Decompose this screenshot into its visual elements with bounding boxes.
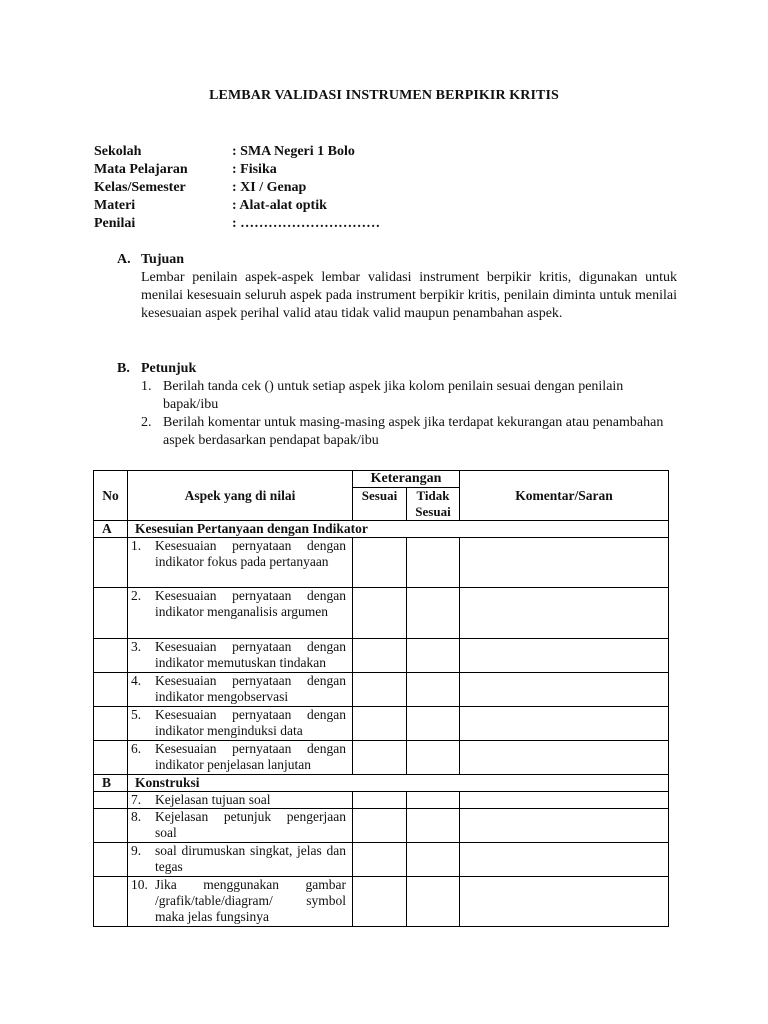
sesuai-cell[interactable] — [353, 639, 407, 673]
item-number: 10. — [131, 877, 148, 892]
info-label: Kelas/Semester — [94, 180, 186, 195]
tidak-sesuai-cell[interactable] — [407, 588, 460, 639]
komentar-cell[interactable] — [460, 843, 669, 877]
info-value: : Alat-alat optik — [232, 198, 327, 213]
info-value: : Fisika — [232, 162, 277, 177]
no-cell — [94, 741, 128, 775]
table-row — [94, 538, 669, 588]
table-row — [94, 707, 669, 741]
item-text: Kesesuaian pernyataan dengan indikator penjelasan lanjutan — [155, 741, 346, 772]
section-no: A — [94, 521, 128, 538]
item-text: Kesesuaian pernyataan dengan indikator menginduksi data — [155, 707, 346, 738]
aspek-cell — [128, 741, 353, 775]
table-row — [94, 639, 669, 673]
table-row — [94, 588, 669, 639]
item-number: 7. — [131, 792, 142, 807]
aspek-cell — [128, 639, 353, 673]
no-cell — [94, 538, 128, 588]
list-item — [117, 414, 677, 450]
komentar-cell[interactable] — [460, 673, 669, 707]
no-cell — [94, 673, 128, 707]
sesuai-cell[interactable] — [353, 792, 407, 809]
list-number: 2. — [141, 415, 152, 430]
tidak-sesuai-cell[interactable] — [407, 673, 460, 707]
header-sesuai: Sesuai — [353, 488, 407, 521]
info-row-penilai — [94, 215, 380, 233]
identity-block — [94, 143, 380, 233]
item-number: 3. — [131, 639, 142, 654]
section-petunjuk — [117, 360, 677, 450]
aspek-cell — [128, 877, 353, 927]
header-aspek: Aspek yang di nilai — [128, 471, 353, 521]
item-text: Kejelasan petunjuk pengerjaan soal — [155, 809, 346, 840]
komentar-cell[interactable] — [460, 538, 669, 588]
section-heading — [117, 251, 677, 269]
sesuai-cell[interactable] — [353, 588, 407, 639]
header-keterangan: Keterangan — [353, 471, 460, 488]
aspek-cell — [128, 792, 353, 809]
list-number: 1. — [141, 379, 152, 394]
section-heading-text: Petunjuk — [141, 361, 197, 376]
komentar-cell[interactable] — [460, 707, 669, 741]
no-cell — [94, 707, 128, 741]
tidak-sesuai-cell[interactable] — [407, 877, 460, 927]
item-number: 4. — [131, 673, 142, 688]
header-tidak-sesuai: Tidak Sesuai — [407, 488, 460, 521]
section-row-a — [94, 521, 669, 538]
sesuai-cell[interactable] — [353, 809, 407, 843]
komentar-cell[interactable] — [460, 741, 669, 775]
no-cell — [94, 843, 128, 877]
section-heading — [117, 360, 677, 378]
item-number: 8. — [131, 809, 142, 824]
table-row — [94, 673, 669, 707]
komentar-cell[interactable] — [460, 877, 669, 927]
aspek-cell — [128, 843, 353, 877]
header-komentar: Komentar/Saran — [460, 471, 669, 521]
sesuai-cell[interactable] — [353, 538, 407, 588]
info-row-materi — [94, 197, 380, 215]
info-value: : XI / Genap — [232, 180, 307, 195]
item-text: Jika menggunakan gambar /grafik/table/diagram/ symbol maka jelas fungsinya — [155, 877, 346, 924]
info-label: Materi — [94, 198, 136, 213]
section-no: B — [94, 775, 128, 792]
no-cell — [94, 588, 128, 639]
list-item — [117, 378, 677, 414]
section-row-b — [94, 775, 669, 792]
tidak-sesuai-cell[interactable] — [407, 639, 460, 673]
table-row — [94, 792, 669, 809]
aspek-cell — [128, 673, 353, 707]
table-row — [94, 877, 669, 927]
info-label: Sekolah — [94, 144, 142, 159]
info-row-kelas-semester — [94, 179, 380, 197]
tidak-sesuai-cell[interactable] — [407, 809, 460, 843]
info-row-mata-pelajaran — [94, 161, 380, 179]
item-number: 6. — [131, 741, 142, 756]
aspek-cell — [128, 588, 353, 639]
item-text: Kejelasan tujuan soal — [155, 792, 271, 807]
section-title: Konstruksi — [128, 775, 669, 792]
aspek-cell — [128, 707, 353, 741]
komentar-cell[interactable] — [460, 639, 669, 673]
section-letter: A. — [117, 252, 131, 267]
no-cell — [94, 877, 128, 927]
no-cell — [94, 639, 128, 673]
info-row-sekolah — [94, 143, 380, 161]
document-title: LEMBAR VALIDASI INSTRUMEN BERPIKIR KRITIS — [209, 88, 559, 103]
section-heading-text: Tujuan — [141, 252, 185, 267]
item-text: Kesesuaian pernyataan dengan indikator memutuskan tindakan — [155, 639, 346, 670]
sesuai-cell[interactable] — [353, 843, 407, 877]
tujuan-paragraph: Lembar penilain aspek-aspek lembar validasi instrument berpikir kritis, digunakan untuk menilai kesesuain seluruh aspek pada instrument berpikir kritis, penilain diminta untuk menilai kesesuaian aspek perihal valid atau tidak valid maupun penambahan aspek. — [141, 270, 677, 321]
info-value: : ………………………… — [232, 216, 381, 231]
tidak-sesuai-cell[interactable] — [407, 843, 460, 877]
sesuai-cell[interactable] — [353, 707, 407, 741]
section-letter: B. — [117, 361, 130, 376]
tidak-sesuai-cell[interactable] — [407, 707, 460, 741]
komentar-cell[interactable] — [460, 792, 669, 809]
no-cell — [94, 809, 128, 843]
sesuai-cell[interactable] — [353, 741, 407, 775]
table-row — [94, 741, 669, 775]
item-number: 5. — [131, 707, 142, 722]
table-header-row — [94, 471, 669, 488]
section-title: Kesesuian Pertanyaan dengan Indikator — [128, 521, 669, 538]
validation-table — [93, 470, 669, 927]
header-no: No — [94, 471, 128, 521]
item-text: Kesesuaian pernyataan dengan indikator mengobservasi — [155, 673, 346, 704]
section-tujuan — [117, 251, 677, 323]
table-row — [94, 843, 669, 877]
item-number: 1. — [131, 538, 142, 553]
table-row — [94, 809, 669, 843]
item-text: Kesesuaian pernyataan dengan indikator fokus pada pertanyaan — [155, 538, 346, 569]
tidak-sesuai-cell[interactable] — [407, 538, 460, 588]
list-text: Berilah tanda cek () untuk setiap aspek jika kolom penilain sesuai dengan penilain bapak/ibu — [163, 379, 624, 412]
info-value: : SMA Negeri 1 Bolo — [232, 144, 355, 159]
sesuai-cell[interactable] — [353, 673, 407, 707]
sesuai-cell[interactable] — [353, 877, 407, 927]
komentar-cell[interactable] — [460, 588, 669, 639]
komentar-cell[interactable] — [460, 809, 669, 843]
no-cell — [94, 792, 128, 809]
aspek-cell — [128, 809, 353, 843]
item-number: 9. — [131, 843, 142, 858]
tidak-sesuai-cell[interactable] — [407, 792, 460, 809]
item-text: soal dirumuskan singkat, jelas dan tegas — [155, 843, 346, 874]
tidak-sesuai-cell[interactable] — [407, 741, 460, 775]
item-text: Kesesuaian pernyataan dengan indikator menganalisis argumen — [155, 588, 346, 619]
info-label: Penilai — [94, 216, 136, 231]
item-number: 2. — [131, 588, 142, 603]
aspek-cell — [128, 538, 353, 588]
list-text: Berilah komentar untuk masing-masing aspek jika terdapat kekurangan atau penambahan aspek berdasarkan pendapat bapak/ibu — [163, 415, 664, 448]
info-label: Mata Pelajaran — [94, 162, 188, 177]
